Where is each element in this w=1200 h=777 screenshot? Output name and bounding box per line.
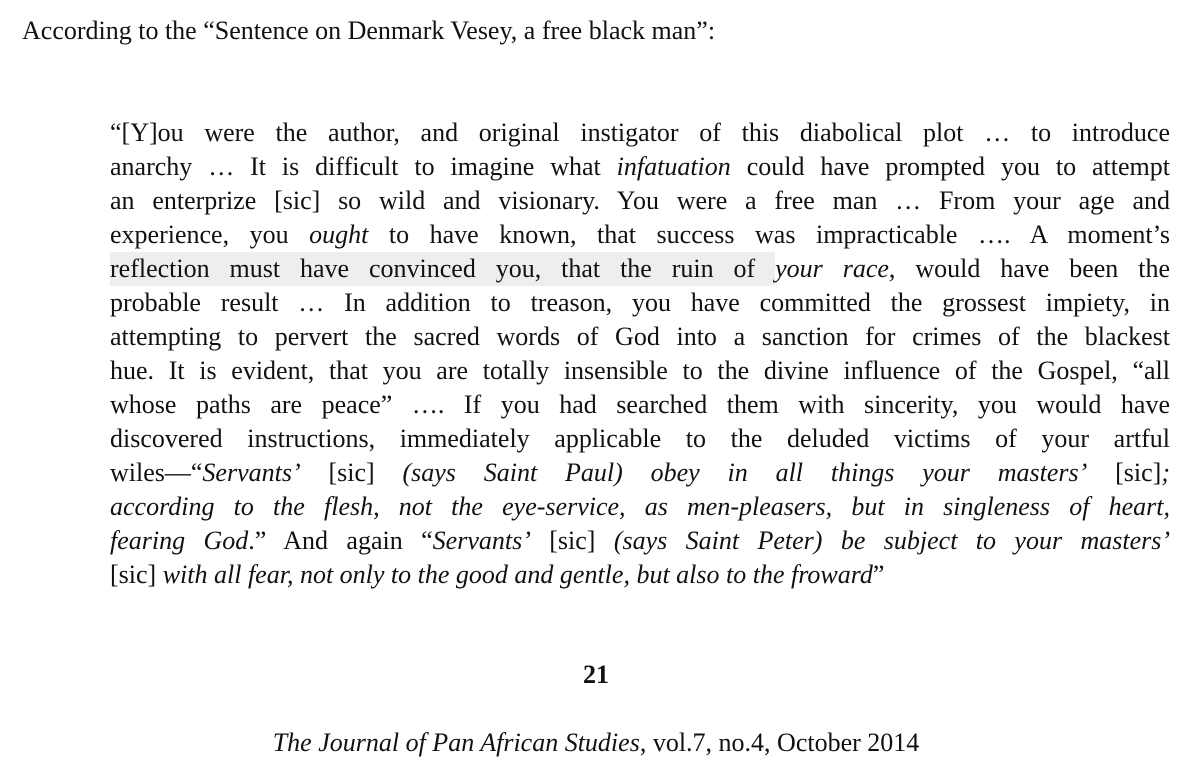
quote-text: [sic] — [530, 526, 614, 555]
quote-italic-text: ; — [1161, 458, 1170, 487]
quote-text: probable result … In addition to treason, you have committed the grossest impiety, in — [110, 288, 1170, 317]
quote-italic-text: with all fear, not only to the good and gentle, but also to the froward — [162, 560, 873, 589]
quote-line — [110, 320, 1170, 354]
page-number: 21 — [583, 660, 609, 689]
quote-text: to have known, that success was impracticable …. A moment’s — [368, 220, 1170, 249]
quote-text: could have prompted you to attempt — [730, 152, 1170, 181]
journal-citation — [0, 726, 1192, 760]
quote-line — [110, 354, 1170, 388]
quote-italic-text: (says Saint Peter) be subject to your masters’ — [613, 526, 1170, 555]
quote-line — [110, 422, 1170, 456]
quote-text: .” And again “ — [248, 526, 433, 555]
intro-text: According to the “Sentence on Denmark Vesey, a free black man”: — [22, 16, 716, 45]
quote-italic-text: ought — [309, 220, 369, 249]
quote-line — [110, 252, 1170, 286]
quote-italic-text: Servants’ — [202, 458, 301, 487]
quote-line — [110, 388, 1170, 422]
quote-line — [110, 456, 1170, 490]
quote-line — [110, 524, 1170, 558]
quote-line — [110, 116, 1170, 150]
quote-text: ” — [872, 560, 885, 589]
quote-line — [110, 150, 1170, 184]
journal-details: , vol.7, no.4, October 2014 — [639, 728, 920, 757]
quote-italic-text: infatuation — [616, 152, 731, 181]
quote-text: discovered instructions, immediately applicable to the deluded victims of your artful — [110, 424, 1170, 453]
quote-text: [sic] — [1087, 458, 1162, 487]
quote-line — [110, 490, 1170, 524]
quote-text: “[Y]ou were the author, and original instigator of this diabolical plot … to introduce — [110, 118, 1170, 147]
quote-text: experience, you — [110, 220, 310, 249]
quote-italic-text: (says Saint Paul) obey in all things your masters’ — [402, 458, 1088, 487]
quote-italic-text: according to the flesh, not the eye-service, as men-pleasers, but in singleness of heart, — [110, 492, 1170, 521]
block-quote — [110, 116, 1170, 592]
journal-title: The Journal of Pan African Studies — [272, 728, 640, 757]
quote-italic-text: your race — [775, 254, 889, 283]
quote-text: anarchy … It is difficult to imagine what — [110, 152, 617, 181]
quote-line — [110, 286, 1170, 320]
quote-text: an enterprize [sic] so wild and visionary. You were a free man … From your age and — [110, 186, 1170, 215]
quote-text: reflection must have convinced you, that the ruin of — [110, 254, 776, 283]
quote-text: attempting to pervert the sacred words of God into a sanction for crimes of the blackest — [110, 322, 1170, 351]
quote-italic-text: fearing God — [110, 526, 249, 555]
quote-text: [sic] — [300, 458, 403, 487]
quote-line — [110, 184, 1170, 218]
quote-text: , would have been the — [888, 254, 1170, 283]
quote-line — [110, 558, 1170, 592]
quote-text: [sic] — [110, 560, 163, 589]
quote-text: hue. It is evident, that you are totally insensible to the divine influence of the Gospel, “all — [110, 356, 1170, 385]
quote-text: wiles—“ — [110, 458, 203, 487]
quote-text: whose paths are peace” …. If you had searched them with sincerity, you would have — [110, 390, 1170, 419]
quote-italic-text: Servants’ — [432, 526, 531, 555]
quote-line — [110, 218, 1170, 252]
